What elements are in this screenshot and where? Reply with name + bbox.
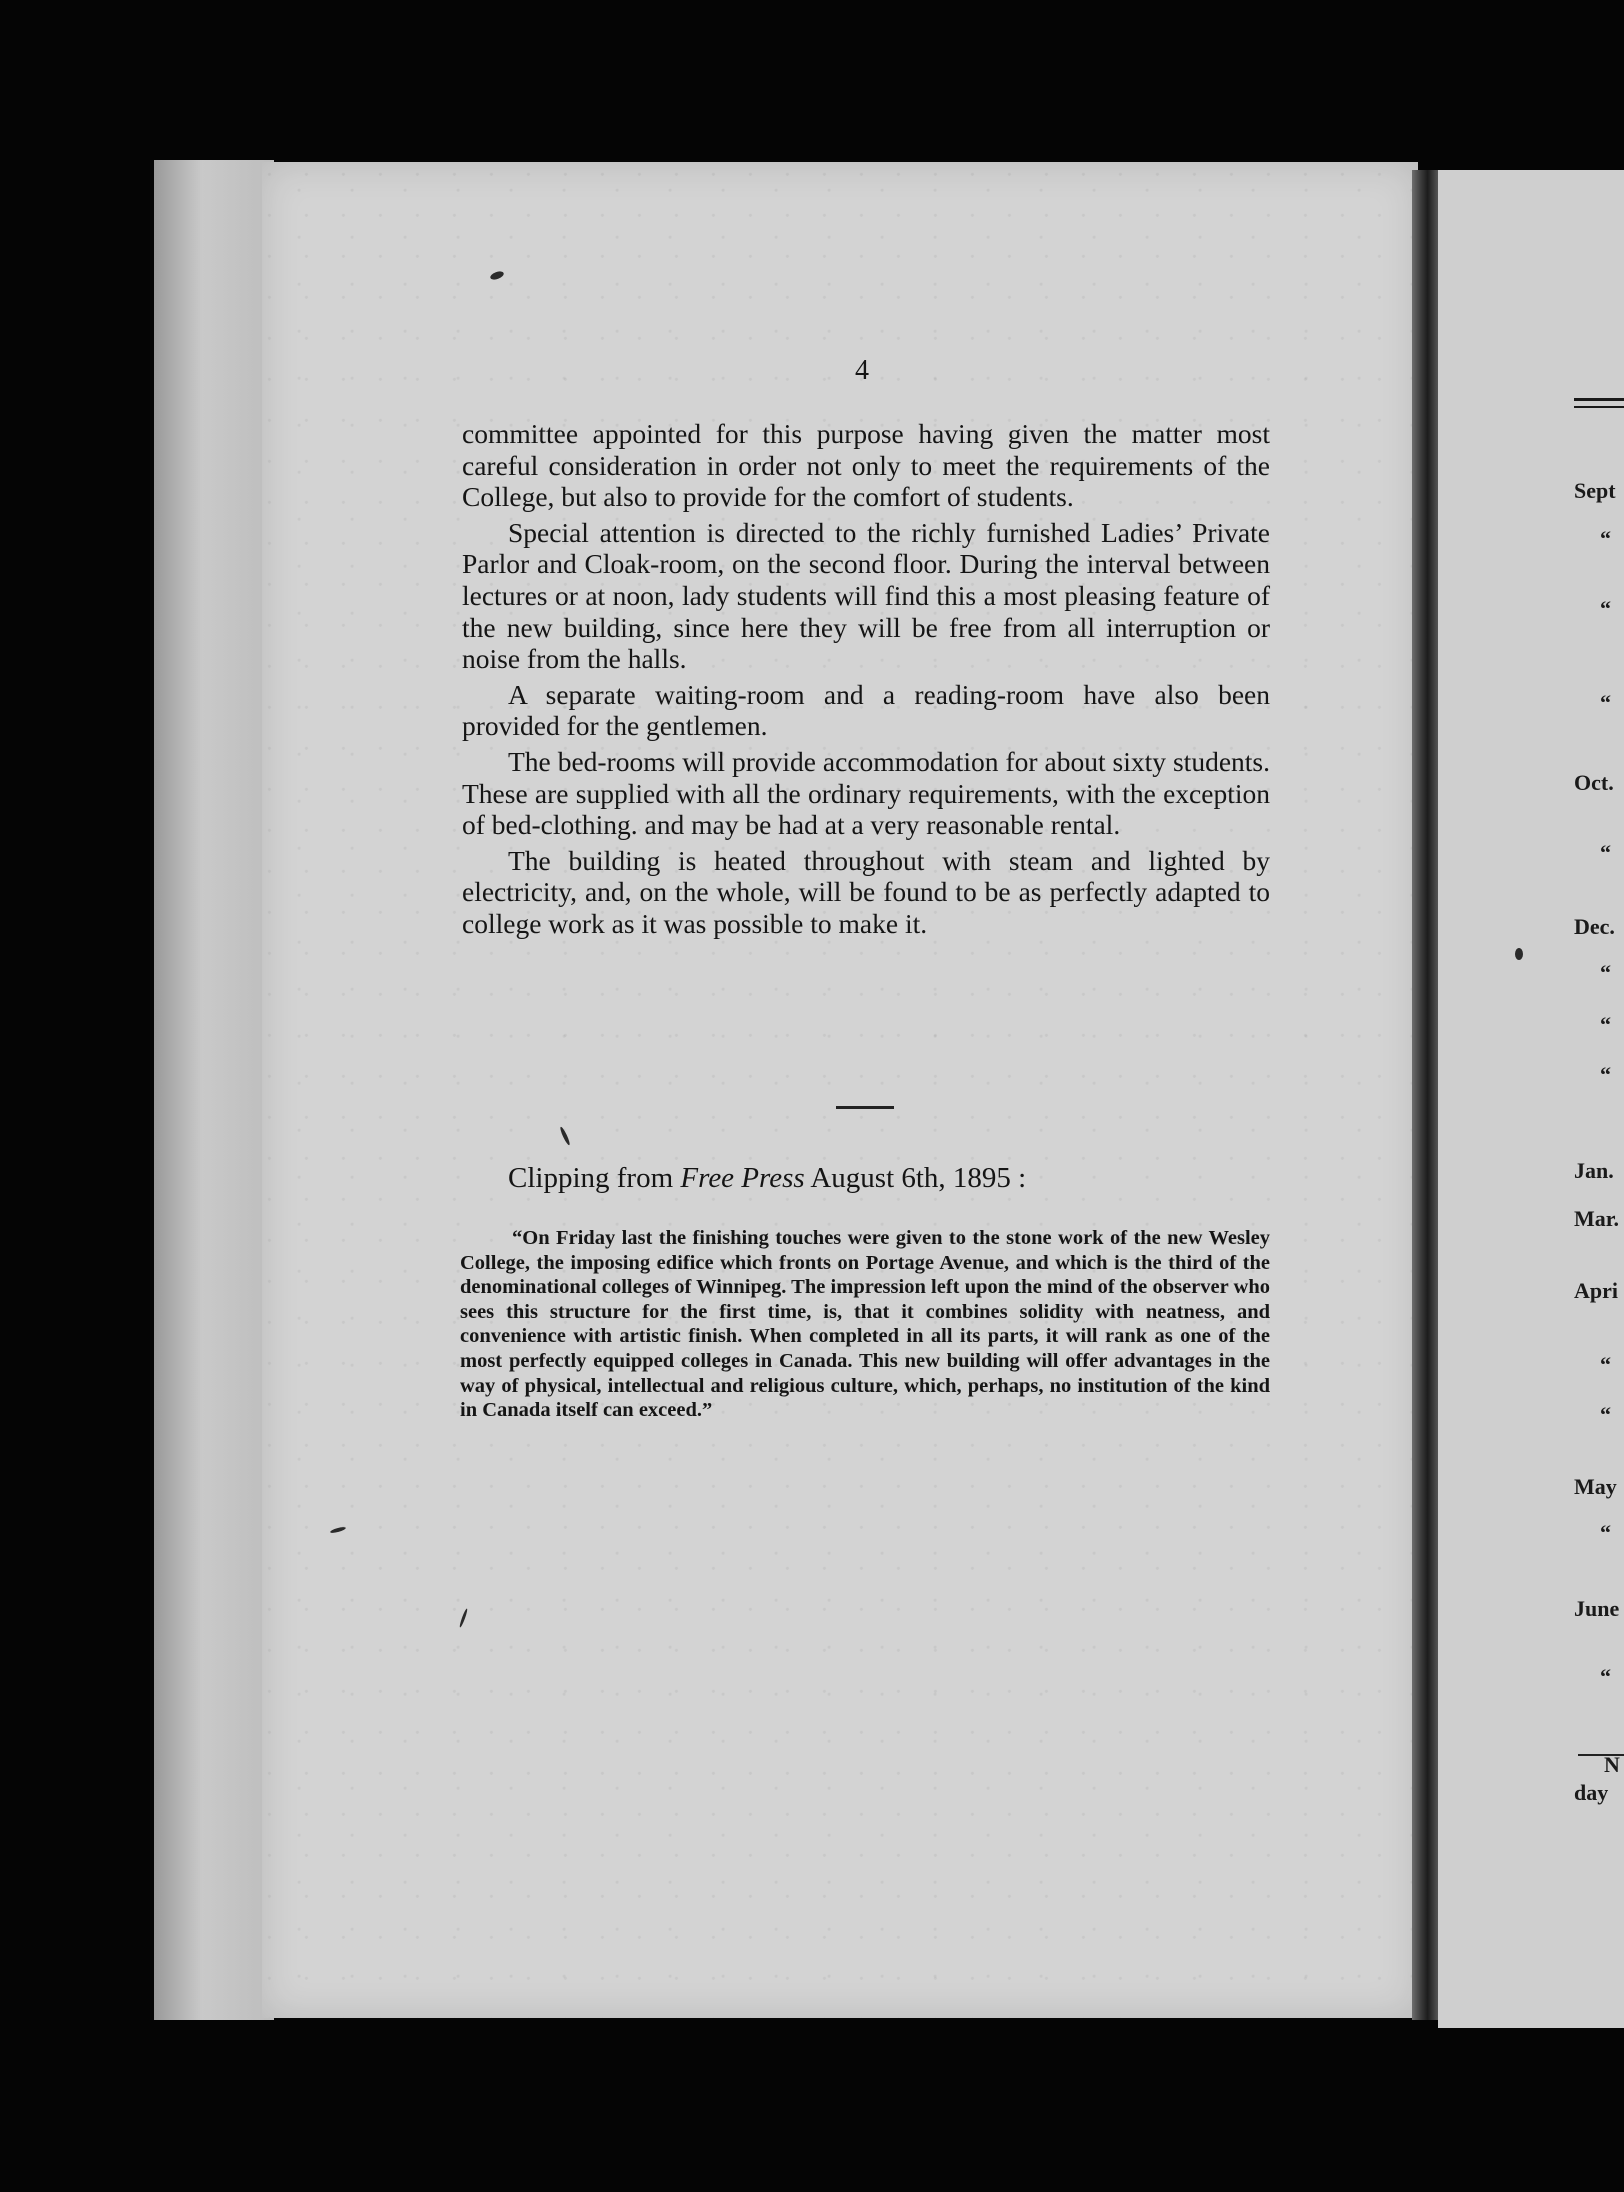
facing-entry-ditto: “ xyxy=(1600,1062,1611,1087)
facing-entry-ditto: “ xyxy=(1600,690,1611,715)
clipping-heading-prefix: Clipping from xyxy=(508,1162,674,1194)
facing-entry-jan: Jan. xyxy=(1574,1158,1614,1183)
facing-page-rule xyxy=(1574,398,1624,408)
facing-entry-dec: Dec. xyxy=(1574,914,1615,939)
section-separator xyxy=(836,1106,894,1109)
clipping-quote: “On Friday last the finishing touches were given to the stone work of the new Wesley College, the imposing edifice which fronts on Portage Avenue, and which is the third of the denominational colleges of Winnipeg. The impression left upon the mind of the observer who sees this structure for the first time, is, that it combines solidity with neatness, and convenience with artistic finish. When completed in all its parts, it will rank as one of the most perfectly equipped colleges in Canada. This new building will offer advantages in the way of physical, intellectual and religious culture, which, perhaps, no institution of the kind in Canada itself can exceed.” xyxy=(460,1227,1270,1422)
underlying-sheet xyxy=(154,160,274,2020)
clipping-heading xyxy=(508,1162,1026,1195)
paragraph-2: Special attention is directed to the richly furnished Ladies’ Private Parlor and Cloak-room, on the second floor. During the interval between lectures or at noon, lady students will find this a most pleasing feature of the new building, since here they will be free from all interruption or noise from the halls. xyxy=(462,516,1270,675)
paragraph-4: The bed-rooms will provide accommodation for about sixty students. These are supplied with all the ordinary requirements, with the exception of bed-clothing. and may be had at a very reasonable rental. xyxy=(462,745,1270,841)
facing-entry-ditto: “ xyxy=(1600,1664,1611,1689)
facing-entry-n: N xyxy=(1604,1752,1620,1777)
paragraph-3: A separate waiting-room and a reading-room have also been provided for the gentlemen. xyxy=(462,678,1270,742)
paragraph-1: committee appointed for this purpose having given the matter most careful consideration in order not only to meet the requirements of the College, but also to provide for the comfort of students. xyxy=(462,418,1270,513)
facing-entry-sept: Sept xyxy=(1574,478,1616,503)
facing-entry-june: June xyxy=(1574,1596,1620,1621)
facing-entry-ditto: “ xyxy=(1600,1402,1611,1427)
facing-entry-ditto: “ xyxy=(1600,960,1611,985)
clipping-source: Free Press xyxy=(680,1162,805,1194)
page-number: 4 xyxy=(855,355,869,386)
facing-entry-april: Apri xyxy=(1574,1278,1618,1303)
book-spine xyxy=(1412,170,1438,2020)
facing-entry-ditto: “ xyxy=(1600,526,1611,551)
paragraph-5: The building is heated throughout with steam and lighted by electricity, and, on the whole, will be found to be as perfectly adapted to college work as it was possible to make it. xyxy=(462,844,1270,939)
ink-speck xyxy=(1515,948,1523,960)
facing-entry-may: May xyxy=(1574,1474,1617,1499)
clipping-date: August 6th, 1895 : xyxy=(810,1162,1027,1194)
facing-entry-mar: Mar. xyxy=(1574,1206,1620,1231)
facing-page xyxy=(1438,170,1624,2028)
facing-entry-oct: Oct. xyxy=(1574,770,1614,795)
facing-entry-ditto: “ xyxy=(1600,1352,1611,1377)
facing-entry-ditto: “ xyxy=(1600,596,1611,621)
facing-entry-ditto: “ xyxy=(1600,1012,1611,1037)
facing-entry-day: day xyxy=(1574,1780,1609,1805)
facing-entry-ditto: “ xyxy=(1600,840,1611,865)
body-text xyxy=(462,418,1270,940)
facing-entry-ditto: “ xyxy=(1600,1520,1611,1545)
